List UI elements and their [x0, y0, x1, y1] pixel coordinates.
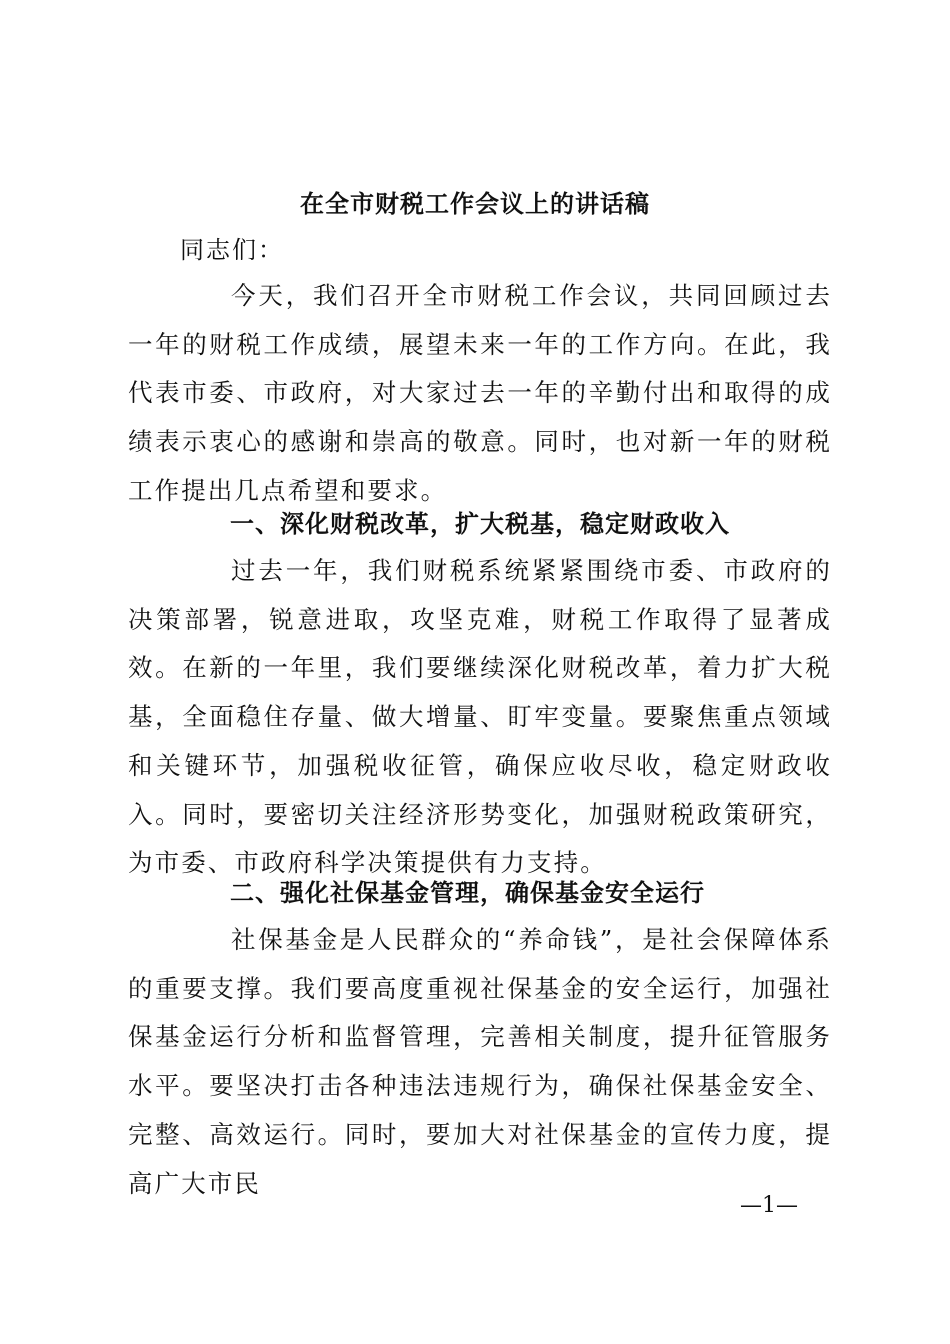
section-body-2: 社保基金是人民群众的“养命钱”，是社会保障体系的重要支撑。我们要高度重视社保基金的安全运行，加强社保基金运行分析和监督管理，完善相关制度，提升征管服务水平。要坚决打击各种违法违规行为，确保社保基金安全、完整、高效运行。同时，要加大对社保基金的宣传力度，提高广大市民 [128, 925, 832, 1198]
section-heading-1: 一、深化财税改革，扩大税基，稳定财政收入 [230, 510, 730, 538]
section-body-1: 过去一年，我们财税系统紧紧围绕市委、市政府的决策部署，锐意进取，攻坚克难，财税工作取得了显著成效。在新的一年里，我们要继续深化财税改革，着力扩大税基，全面稳住存量、做大增量、盯牢变量。要聚焦重点领域和关键环节，加强税收征管，确保应收尽收，稳定财政收入。同时，要密切关注经济形势变化，加强财税政策研究，为市委、市政府科学决策提供有力支持。 [128, 556, 832, 878]
section-heading-2: 二、强化社保基金管理，确保基金安全运行 [230, 879, 705, 907]
document-title: 在全市财税工作会议上的讲话稿 [300, 189, 650, 218]
intro-paragraph: 今天，我们召开全市财税工作会议，共同回顾过去一年的财税工作成绩，展望未来一年的工作方向。在此，我代表市委、市政府，对大家过去一年的辛勤付出和取得的成绩表示衷心的感谢和崇高的敬意。同时，也对新一年的财税工作提出几点希望和要求。 [128, 281, 832, 505]
salutation: 同志们： [180, 236, 284, 264]
page-number: —1— [740, 1193, 798, 1218]
